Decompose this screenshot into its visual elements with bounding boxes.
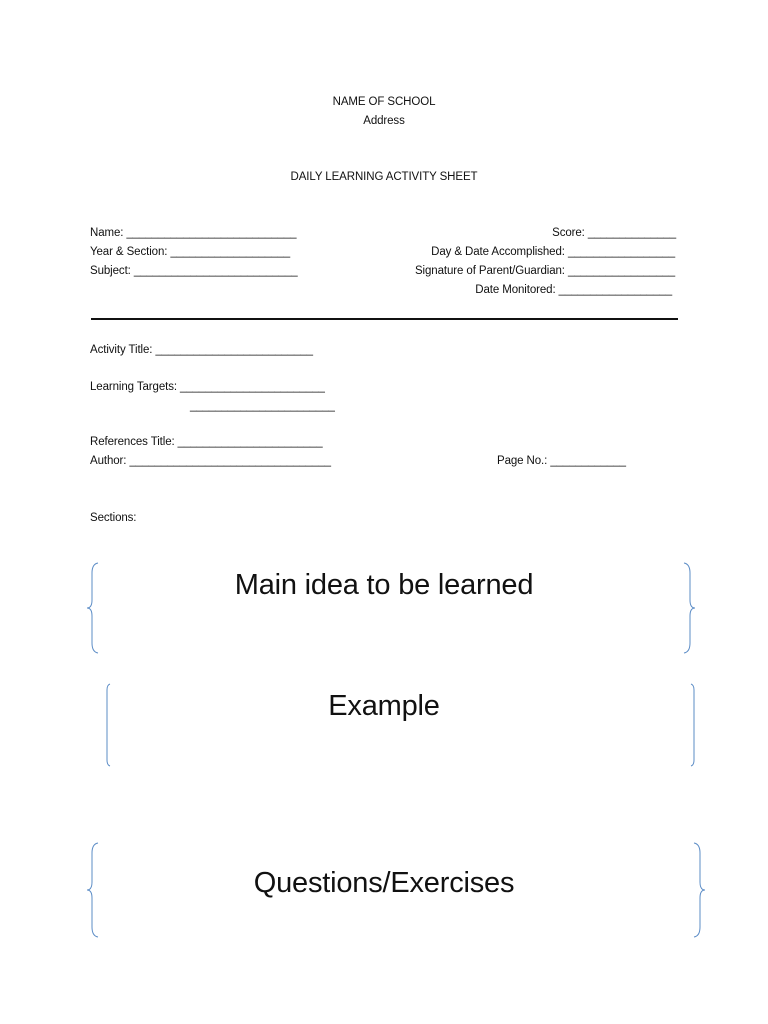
signature-field: Signature of Parent/Guardian: _________________ bbox=[414, 265, 675, 277]
main-idea-text: Main idea to be learned bbox=[234, 569, 534, 601]
sheet-title: DAILY LEARNING ACTIVITY SHEET bbox=[290, 171, 478, 183]
learning-targets-field: Learning Targets: _______________________ bbox=[90, 381, 325, 393]
references-title-field: References Title: _______________________ bbox=[90, 436, 323, 448]
school-address: Address bbox=[363, 115, 405, 127]
activity-title-field: Activity Title: _________________________ bbox=[90, 344, 313, 356]
right-brace-main-idea bbox=[682, 563, 696, 653]
right-bracket-example bbox=[689, 684, 697, 766]
name-field: Name: ___________________________ bbox=[90, 227, 297, 239]
questions-text: Questions/Exercises bbox=[253, 867, 515, 899]
right-brace-questions bbox=[692, 843, 706, 937]
subject-field: Subject: __________________________ bbox=[90, 265, 298, 277]
example-text: Example bbox=[328, 690, 440, 722]
school-name: NAME OF SCHOOL bbox=[332, 96, 436, 108]
year-section-field: Year & Section: ___________________ bbox=[90, 246, 291, 258]
date-monitored-field: Date Monitored: __________________ bbox=[475, 284, 672, 296]
score-field: Score: ______________ bbox=[552, 227, 676, 239]
day-date-field: Day & Date Accomplished: _________________ bbox=[431, 246, 675, 258]
sections-label: Sections: bbox=[90, 512, 137, 524]
author-field: Author: ________________________________ bbox=[90, 455, 331, 467]
learning-targets-line2: _______________________ bbox=[190, 400, 335, 412]
page-no-field: Page No.: ____________ bbox=[497, 455, 626, 467]
divider-rule bbox=[91, 318, 678, 320]
